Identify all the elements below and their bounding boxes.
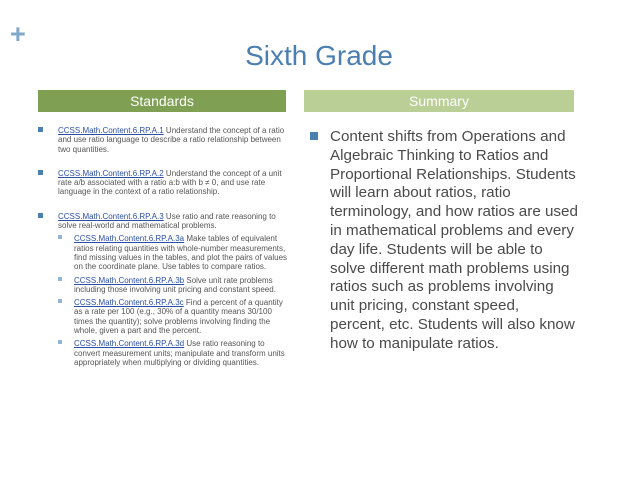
substandard-text: Solve unit rate problems including those involving unit pricing and constant speed.	[74, 275, 276, 294]
substandard-link[interactable]: CCSS.Math.Content.6.RP.A.3d	[74, 339, 185, 349]
substandard-text: Find a percent of a quantity as a rate per 100 (e.g., 30% of a quantity means 30/100 times the quantity); solve problems involving finding the whole, given a part and the percent.	[74, 298, 283, 336]
substandard-item	[38, 276, 290, 295]
substandard-text: Use ratio reasoning to convert measurement units; manipulate and transform units appropriately when multiplying or dividing quantities.	[74, 339, 285, 367]
plus-icon: +	[10, 19, 26, 49]
substandard-link[interactable]: CCSS.Math.Content.6.RP.A.3b	[74, 275, 185, 285]
standard-text: Understand the concept of a ratio and use ratio language to describe a ratio relationship between two quantities.	[58, 126, 285, 154]
standard-item	[38, 212, 290, 231]
square-bullet-icon	[58, 235, 62, 239]
summary-header: Summary	[304, 90, 574, 112]
square-bullet-icon	[58, 299, 62, 303]
standard-link[interactable]: CCSS.Math.Content.6.RP.A.1	[58, 126, 164, 135]
standard-text: Understand the concept of a unit rate a/b associated with a ratio a:b with b ≠ 0, and use rate language in the context of a ratio relationship.	[58, 168, 282, 197]
substandard-item	[38, 298, 290, 335]
square-bullet-icon	[58, 340, 62, 344]
square-bullet-icon	[38, 127, 43, 132]
slide-title: Sixth Grade	[245, 40, 393, 71]
standard-item	[38, 126, 290, 154]
substandard-item	[38, 234, 290, 271]
summary-section	[310, 128, 578, 354]
summary-text: Content shifts from Operations and Algebraic Thinking to Ratios and Proportional Relationships. Students will learn about ratios, ratio terminology, and how ratios are used in mathematical problems and every day life. Students will be able to solve different math problems using ratios such as problems involving unit pricing, constant speed, percent, etc. Students will also know how to manipulate ratios.	[330, 128, 578, 352]
substandard-item	[38, 339, 290, 367]
standards-header: Standards	[38, 90, 286, 112]
standard-link[interactable]: CCSS.Math.Content.6.RP.A.2	[58, 168, 164, 178]
substandard-link[interactable]: CCSS.Math.Content.6.RP.A.3c	[74, 298, 184, 308]
standard-text: Use ratio and rate reasoning to solve real-world and mathematical problems.	[58, 211, 276, 231]
standard-item	[38, 169, 290, 197]
square-bullet-icon	[38, 170, 43, 175]
substandard-text: Make tables of equivalent ratios relating quantities with whole-number measurements, find missing values in the tables, and plot the pairs of values on the coordinate plane. Use tables to compare ratios.	[74, 234, 288, 272]
standard-link[interactable]: CCSS.Math.Content.6.RP.A.3	[58, 211, 164, 221]
square-bullet-icon	[38, 213, 43, 218]
substandard-link[interactable]: CCSS.Math.Content.6.RP.A.3a	[74, 234, 185, 244]
square-bullet-icon	[310, 132, 318, 140]
square-bullet-icon	[58, 277, 62, 281]
summary-item	[310, 128, 578, 354]
standards-list	[38, 126, 290, 367]
